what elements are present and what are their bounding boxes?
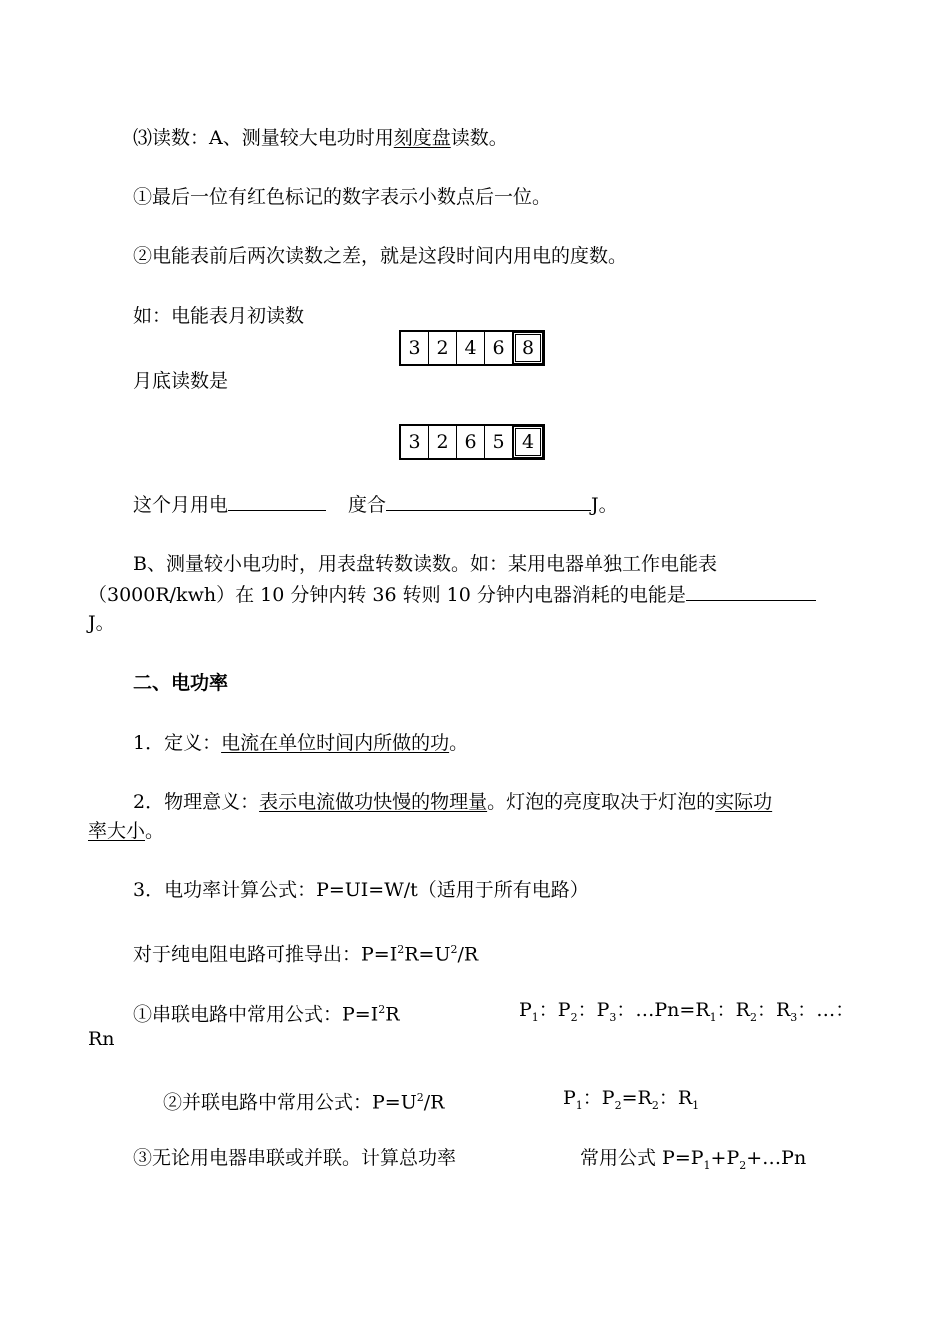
parallel-ratio: [563, 1086, 699, 1118]
formula-text: /R: [457, 943, 479, 966]
formula-text: +P: [710, 1147, 740, 1169]
formula-label: 对于纯电阻电路可推导出：: [133, 943, 362, 966]
reading-line-2: ①最后一位有红色标记的数字表示小数点后一位。: [133, 186, 552, 208]
answer-blank[interactable]: [386, 492, 591, 511]
reading-line-1: [133, 126, 508, 150]
answer-blank[interactable]: [686, 582, 816, 601]
formula-text: P: [519, 999, 532, 1021]
meter-digit: 2: [429, 426, 457, 458]
formula-text: R=U: [404, 943, 451, 966]
subscript: 1: [692, 1098, 700, 1112]
meaning-line-1: [133, 790, 772, 814]
underlined-term: 电流在单位时间内所做的功: [221, 732, 450, 754]
reading-text: 读数。: [450, 127, 508, 149]
reading-text: 这个月用电: [133, 494, 229, 516]
formula-text: ：P: [582, 1087, 615, 1109]
meter-decimal-digit: 4: [513, 426, 543, 458]
section-heading: 二、电功率: [133, 672, 229, 694]
formula-text: P=I: [361, 943, 398, 966]
subscript: 3: [790, 1010, 798, 1024]
formula-text: ：P: [577, 999, 610, 1021]
formula-text: ：…Pn=R: [616, 999, 710, 1021]
formula-text: ：R: [756, 999, 791, 1021]
meter-start-reading: [399, 330, 545, 366]
formula-text: P=U: [372, 1091, 417, 1114]
subscript: 2: [570, 1010, 578, 1024]
definition-text: 。: [449, 732, 469, 754]
formula-text: ：R: [716, 999, 750, 1021]
meaning-label: 2．物理意义：: [133, 791, 260, 813]
total-formula: [580, 1146, 806, 1178]
formula-text: ：…：: [797, 999, 855, 1021]
meter-digit: 6: [457, 426, 485, 458]
reading-line-5: 月底读数是: [133, 370, 229, 392]
formula-text: P=I: [342, 1003, 379, 1026]
subscript: 1: [703, 1158, 711, 1172]
meter-digit: 2: [429, 332, 457, 364]
reading-b-line-2: [88, 582, 816, 607]
subscript: 1: [709, 1010, 717, 1024]
formula-text: ：P: [538, 999, 571, 1021]
definition-label: 1．定义：: [133, 732, 222, 754]
subscript: 2: [651, 1098, 659, 1112]
subscript: 2: [749, 1010, 757, 1024]
series-tail: Rn: [88, 1028, 115, 1050]
subscript: 3: [609, 1010, 617, 1024]
reading-text: J。: [591, 494, 618, 516]
reading-text: （3000R/kwh）在 10 分钟内转 36 转则 10 分钟内电器消耗的电能是: [88, 584, 686, 606]
meaning-text: 。灯泡的亮度取决于灯泡的: [487, 791, 716, 813]
formula-line: 3．电功率计算公式：P=UI=W/t（适用于所有电路）: [133, 879, 589, 901]
reading-text: 度合: [348, 494, 387, 516]
formula-text: ：R: [658, 1087, 693, 1109]
meter-digit: 4: [457, 332, 485, 364]
superscript: 2: [378, 1003, 386, 1016]
reading-line-3: ②电能表前后两次读数之差，就是这段时间内用电的度数。: [133, 245, 628, 267]
underlined-term: 刻度盘: [393, 127, 451, 149]
formula-text: R: [385, 1003, 400, 1026]
formula-text: /R: [423, 1091, 445, 1114]
formula-text: P: [563, 1087, 576, 1109]
answer-blank[interactable]: [228, 492, 326, 511]
reading-b-line-3: J。: [88, 612, 115, 634]
meter-digit: 3: [401, 332, 429, 364]
meter-decimal-digit: 8: [513, 332, 543, 364]
formula-label: ①串联电路中常用公式：: [133, 1003, 343, 1026]
meter-end-reading: [399, 424, 545, 460]
series-line: [133, 998, 400, 1026]
subscript: 1: [531, 1010, 539, 1024]
total-line: ③无论用电器串联或并联。计算总功率: [133, 1147, 457, 1169]
series-ratio: [519, 998, 854, 1030]
meaning-text: 。: [145, 820, 165, 842]
reading-line-6: [133, 492, 618, 517]
subscript: 1: [575, 1098, 583, 1112]
reading-line-4: 如：电能表月初读数: [133, 305, 305, 327]
superscript: 2: [397, 943, 405, 956]
superscript: 2: [450, 943, 458, 956]
meter-digit: 6: [485, 332, 513, 364]
formula-text: +…Pn: [746, 1147, 807, 1169]
formula-text: 常用公式 P=P: [580, 1147, 704, 1169]
meaning-line-2: [88, 819, 164, 843]
definition-line: [133, 731, 468, 755]
superscript: 2: [416, 1091, 424, 1104]
formula-text: =R: [621, 1087, 652, 1109]
parallel-line: [163, 1086, 444, 1114]
subscript: 2: [614, 1098, 622, 1112]
meter-digit: 3: [401, 426, 429, 458]
reading-text: ⑶读数：A、测量较大电功时用: [133, 127, 394, 149]
pure-resistance-line: [133, 938, 478, 966]
underlined-term: 实际功: [715, 791, 773, 813]
formula-label: ②并联电路中常用公式：: [163, 1091, 373, 1114]
underlined-term: 表示电流做功快慢的物理量: [259, 791, 488, 813]
subscript: 2: [739, 1158, 747, 1172]
meter-digit: 5: [485, 426, 513, 458]
underlined-term: 率大小: [88, 820, 146, 842]
reading-b-line-1: B、测量较小电功时，用表盘转数读数。如：某用电器单独工作电能表: [133, 553, 717, 575]
